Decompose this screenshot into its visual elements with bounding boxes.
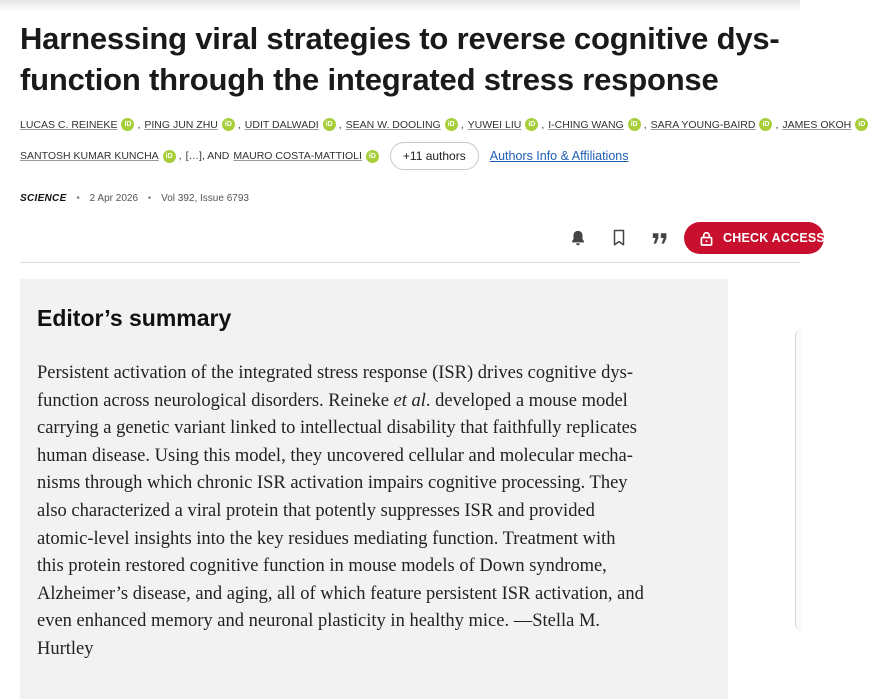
orcid-icon[interactable]: iD xyxy=(121,118,134,131)
author-row-2 xyxy=(20,142,628,170)
author-separator: , xyxy=(775,118,779,131)
bell-icon[interactable] xyxy=(568,228,588,248)
orcid-icon[interactable]: iD xyxy=(628,118,641,131)
author xyxy=(20,118,137,131)
author-name[interactable]: YUWEI LIU xyxy=(467,118,522,131)
summary-text-part: . developed a mouse model xyxy=(425,390,628,411)
side-panel-edge xyxy=(795,330,801,630)
summary-text-part: function across neurological disorders. Reineke xyxy=(37,390,394,411)
article-toolbar xyxy=(0,222,800,254)
orcid-icon[interactable]: iD xyxy=(855,118,868,131)
author xyxy=(245,118,339,131)
author xyxy=(346,118,461,131)
more-authors-button[interactable]: +11 authors xyxy=(390,142,479,170)
title-line: function through the integrated stress response xyxy=(20,62,719,97)
author-name[interactable]: SEAN W. DOOLING xyxy=(345,118,441,131)
summary-line: Persistent activation of the integrated stress response (ISR) drives cognitive dys- xyxy=(37,363,633,383)
summary-line: even enhanced memory and neuronal plasticity in healthy mice. —Stella M. xyxy=(37,611,601,632)
author xyxy=(782,118,871,131)
bookmark-icon[interactable] xyxy=(609,228,629,248)
quote-icon[interactable] xyxy=(650,228,670,248)
author-separator: , xyxy=(338,118,342,131)
editors-summary xyxy=(20,279,728,699)
author-name[interactable]: SANTOSH KUMAR KUNCHA xyxy=(20,150,159,162)
and-text: , AND xyxy=(201,150,230,162)
author-separator: , xyxy=(460,118,464,131)
orcid-icon[interactable]: iD xyxy=(222,118,235,131)
author xyxy=(20,150,179,163)
summary-line: also characterized a viral protein that potently suppresses ISR and provided xyxy=(37,500,595,521)
summary-line: this protein restored cognitive function in mouse models of Down syndrome, xyxy=(37,556,607,577)
author-separator: , xyxy=(237,118,241,131)
check-access-button[interactable] xyxy=(684,222,824,254)
author-name[interactable]: SARA YOUNG-BAIRD xyxy=(650,118,756,131)
orcid-icon[interactable]: iD xyxy=(163,150,176,163)
orcid-icon[interactable]: iD xyxy=(366,150,379,163)
summary-italic-text: et al xyxy=(393,390,426,411)
author-name[interactable]: MAURO COSTA-MATTIOLI xyxy=(233,150,362,162)
author-name[interactable]: LUCAS C. REINEKE xyxy=(20,118,118,131)
author-name[interactable]: PING JUN ZHU xyxy=(144,118,218,131)
summary-heading: Editor’s summary xyxy=(37,305,232,331)
collapsed-authors-ellipsis[interactable]: […] xyxy=(185,150,202,162)
article-title xyxy=(20,18,810,100)
summary-line xyxy=(37,388,713,416)
author xyxy=(467,118,545,131)
author xyxy=(650,118,779,131)
meta-dot: • xyxy=(147,193,152,204)
author-name[interactable]: UDIT DALWADI xyxy=(244,118,319,131)
article-meta xyxy=(20,193,249,204)
author xyxy=(548,118,643,131)
summary-line: nisms through which chronic ISR activation impairs cognitive processing. They xyxy=(37,473,628,494)
summary-line: carrying a genetic variant linked to intellectual disability that faithfully replicates xyxy=(37,418,638,439)
summary-line: human disease. Using this model, they uncovered cellular and molecular mecha- xyxy=(37,445,633,466)
author-separator: , xyxy=(643,118,647,131)
journal-name[interactable]: SCIENCE xyxy=(20,193,67,204)
orcid-icon[interactable]: iD xyxy=(759,118,772,131)
top-bar-shadow xyxy=(0,0,800,12)
orcid-icon[interactable]: iD xyxy=(445,118,458,131)
publication-date: 2 Apr 2026 xyxy=(89,193,139,204)
volume-issue[interactable]: Vol 392, Issue 6793 xyxy=(161,193,249,204)
toolbar-divider xyxy=(20,262,800,263)
orcid-icon[interactable]: iD xyxy=(525,118,538,131)
author-row-1 xyxy=(20,118,871,131)
author-name[interactable]: I-CHING WANG xyxy=(548,118,624,131)
check-access-label: CHECK ACCESS xyxy=(723,231,825,245)
authors-affiliations-link[interactable]: Authors Info & Affiliations xyxy=(489,149,629,163)
summary-line: atomic-level insights into the key residues mediating function. Treatment with xyxy=(37,528,616,549)
author-separator: , xyxy=(178,150,182,162)
orcid-icon[interactable]: iD xyxy=(323,118,336,131)
author-separator: , xyxy=(137,118,141,131)
author xyxy=(233,150,382,163)
summary-line: Alzheimer’s disease, and aging, all of which feature persistent ISR activation, and xyxy=(37,583,644,604)
author-name[interactable]: JAMES OKOH xyxy=(782,118,852,131)
summary-line: Hurtley xyxy=(37,638,94,659)
title-line: Harnessing viral strategies to reverse cognitive dys- xyxy=(20,21,780,56)
author-separator: , xyxy=(541,118,545,131)
author xyxy=(144,118,238,131)
meta-dot: • xyxy=(76,193,80,204)
summary-text xyxy=(37,360,713,664)
lock-icon xyxy=(700,231,713,246)
